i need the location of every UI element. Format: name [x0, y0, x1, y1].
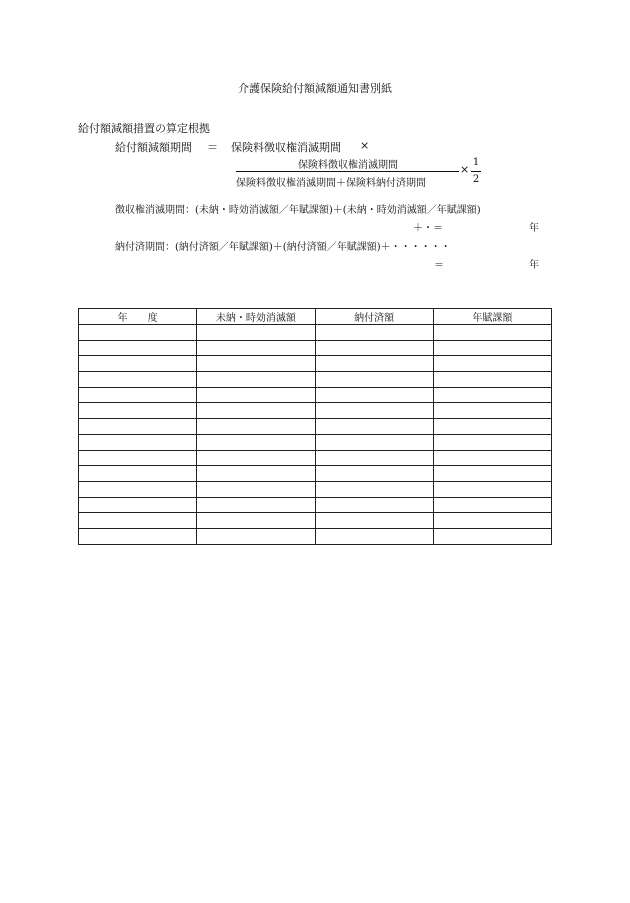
- table-cell: [433, 419, 551, 435]
- table-cell: [79, 481, 197, 497]
- table-cell: [79, 403, 197, 419]
- table-cell: [315, 466, 433, 482]
- table-cell: [315, 340, 433, 356]
- lapse-period-line: 徴収権消滅期間：(未納・時効消滅額／年賦課額)＋(未納・時効消滅額／年賦課額): [115, 205, 481, 216]
- table-cell: [197, 387, 315, 403]
- table-row: [79, 450, 552, 466]
- table-row: [79, 403, 552, 419]
- table-cell: [197, 403, 315, 419]
- table-cell: [197, 372, 315, 388]
- table-cell: [197, 466, 315, 482]
- table-cell: [433, 513, 551, 529]
- formula-rhs-term: 保険料徴収権消滅期間: [231, 141, 341, 154]
- paid-period-unit: 年: [529, 260, 539, 271]
- fraction-denominator: 保険料徴収権消滅期間＋保険料納付済期間: [236, 178, 426, 189]
- table-cell: [315, 325, 433, 341]
- table-row: [79, 481, 552, 497]
- table-cell: [197, 325, 315, 341]
- table-cell: [79, 497, 197, 513]
- table-cell: [433, 450, 551, 466]
- table-cell: [79, 513, 197, 529]
- table-cell: [433, 466, 551, 482]
- table-cell: [315, 434, 433, 450]
- table-cell: [315, 372, 433, 388]
- table-cell: [433, 340, 551, 356]
- half-denominator: 2: [472, 174, 480, 185]
- formula-lhs: 給付額減額期間: [115, 141, 192, 154]
- table-cell: [433, 481, 551, 497]
- table-cell: [79, 325, 197, 341]
- table-cell: [197, 497, 315, 513]
- table-cell: [433, 497, 551, 513]
- table-row: [79, 513, 552, 529]
- table-cell: [315, 403, 433, 419]
- formula-times: ×: [360, 139, 370, 152]
- table-cell: [79, 387, 197, 403]
- table-cell: [433, 528, 551, 544]
- table-cell: [433, 356, 551, 372]
- table-cell: [197, 340, 315, 356]
- half-bar: [471, 171, 481, 172]
- header-paid: 納付済額: [315, 309, 433, 325]
- table-cell: [315, 497, 433, 513]
- table-cell: [315, 387, 433, 403]
- table-cell: [433, 403, 551, 419]
- table-cell: [79, 372, 197, 388]
- table-cell: [197, 450, 315, 466]
- table-cell: [433, 372, 551, 388]
- table-cell: [79, 466, 197, 482]
- table-cell: [197, 513, 315, 529]
- table-cell: [197, 434, 315, 450]
- formula-times-2: ×: [460, 163, 470, 176]
- table-cell: [433, 325, 551, 341]
- table-cell: [79, 528, 197, 544]
- half-numerator: 1: [472, 157, 480, 168]
- table-cell: [197, 481, 315, 497]
- table-header-row: [79, 309, 552, 325]
- paid-period-result: ＝: [434, 260, 444, 271]
- table-cell: [315, 450, 433, 466]
- formula-equals: ＝: [207, 141, 218, 154]
- table-cell: [79, 340, 197, 356]
- header-unpaid-lapsed: 未納・時効消滅額: [197, 309, 315, 325]
- table-cell: [315, 528, 433, 544]
- section-heading: 給付額減額措置の算定根拠: [78, 122, 210, 135]
- table-cell: [79, 434, 197, 450]
- page-title: 介護保険給付額減額通知書別紙: [238, 82, 392, 95]
- table-row: [79, 387, 552, 403]
- table-row: [79, 356, 552, 372]
- table-row: [79, 434, 552, 450]
- table-row: [79, 340, 552, 356]
- table-cell: [197, 528, 315, 544]
- record-table: [78, 308, 552, 545]
- table-cell: [79, 450, 197, 466]
- header-year: 年 度: [79, 309, 197, 325]
- fraction-bar: [236, 171, 459, 172]
- lapse-period-result: ＋・＝: [413, 223, 443, 234]
- table-row: [79, 497, 552, 513]
- paid-period-line: 納付済期間：(納付済額／年賦課額)＋(納付済額／年賦課額)＋・・・・・・: [115, 242, 451, 253]
- lapse-period-unit: 年: [529, 223, 539, 234]
- table-cell: [315, 419, 433, 435]
- table-cell: [315, 481, 433, 497]
- table-row: [79, 528, 552, 544]
- table-cell: [79, 356, 197, 372]
- table-row: [79, 466, 552, 482]
- table-cell: [433, 387, 551, 403]
- table-row: [79, 372, 552, 388]
- table-row: [79, 419, 552, 435]
- table-cell: [433, 434, 551, 450]
- table-cell: [197, 419, 315, 435]
- table-row: [79, 325, 552, 341]
- table-cell: [79, 419, 197, 435]
- header-annual-levy: 年賦課額: [433, 309, 551, 325]
- table-cell: [197, 356, 315, 372]
- table-cell: [315, 356, 433, 372]
- table-cell: [315, 513, 433, 529]
- fraction-numerator: 保険料徴収権消滅期間: [298, 160, 398, 171]
